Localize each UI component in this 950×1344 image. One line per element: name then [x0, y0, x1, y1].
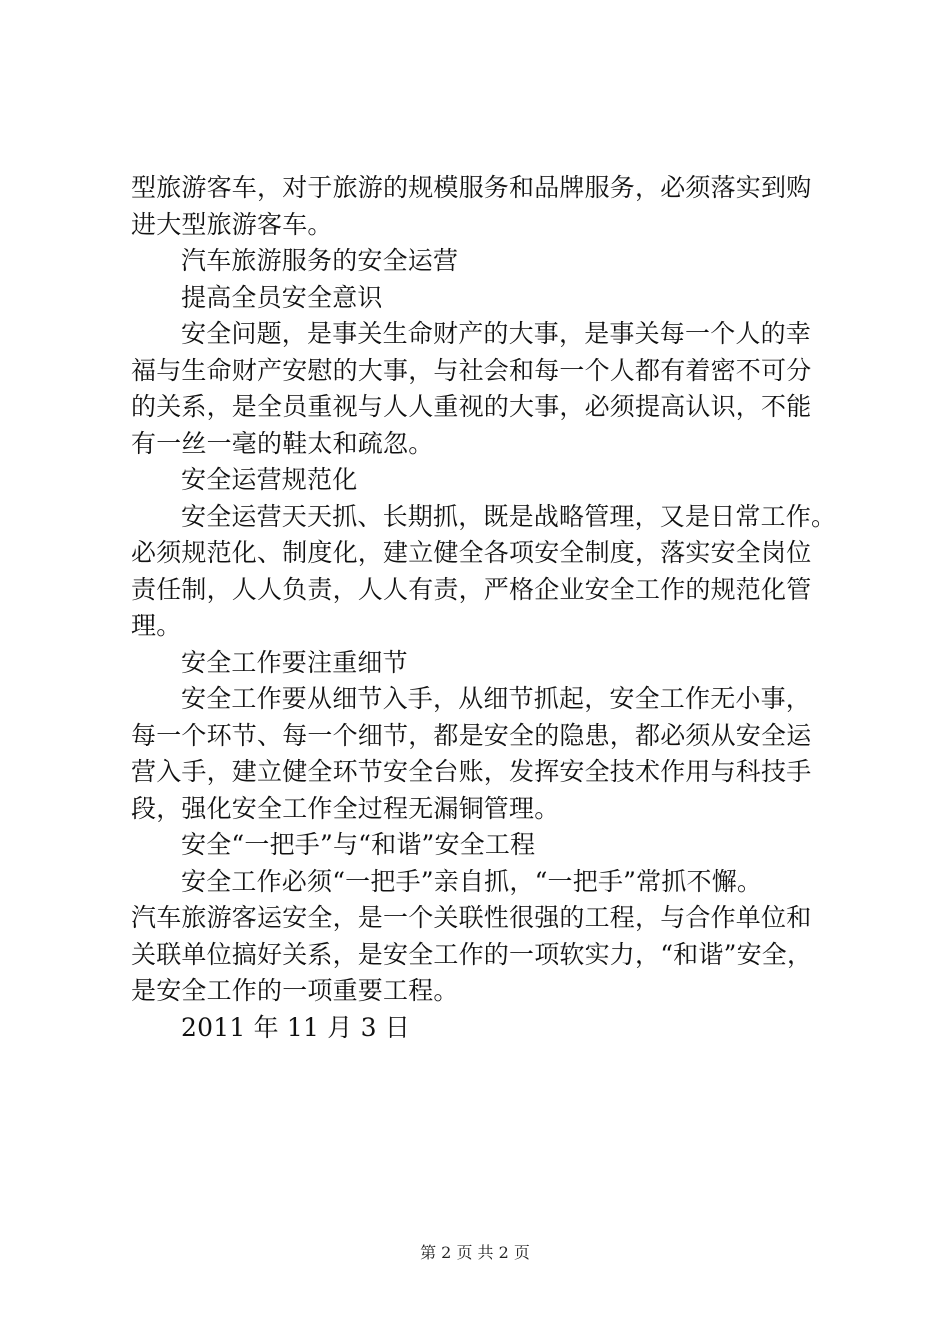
section-heading: 安全“一把手”与“和谐”安全工程 [181, 830, 536, 859]
body-line: 责任制，人人负责，人人有责，严格企业安全工作的规范化管 [131, 574, 812, 604]
page-footer [0, 1240, 950, 1263]
body-line: 关联单位搞好关系，是安全工作的一项软实力，“和谐”安全， [131, 939, 813, 969]
body-line: 段，强化安全工作全过程无漏铜管理。 [131, 793, 560, 823]
body-line: 安全运营天天抓、长期抓，既是战略管理，又是日常工作。 [181, 501, 837, 531]
body-line: 有一丝一毫的鞋太和疏忽。 [131, 428, 434, 458]
body-line: 进大型旅游客车。 [131, 209, 333, 239]
body-line: 安全工作必须“一把手”亲自抓，“一把手”常抓不懈。 [181, 866, 763, 896]
section-heading: 汽车旅游服务的安全运营 [181, 246, 459, 275]
body-line: 营入手，建立健全环节安全台账，发挥安全技术作用与科技手 [131, 757, 812, 786]
body-line: 汽车旅游客运安全，是一个关联性很强的工程，与合作单位和 [131, 903, 812, 932]
body-line: 的关系，是全员重视与人人重视的大事，必须提高认识，不能 [131, 392, 812, 421]
body-line: 安全问题，是事关生命财产的大事，是事关每一个人的幸 [181, 319, 812, 348]
body-line: 必须规范化、制度化，建立健全各项安全制度，落实安全岗位 [131, 538, 812, 567]
body-line: 每一个环节、每一个细节，都是安全的隐患，都必须从安全运 [131, 720, 812, 750]
document-date: 2011 年 11 月 3 日 [181, 1012, 411, 1042]
body-line: 型旅游客车，对于旅游的规模服务和品牌服务，必须落实到购 [131, 173, 812, 202]
section-heading: 提高全员安全意识 [181, 282, 383, 312]
page-number: 第 2 页 共 2 页 [420, 1243, 530, 1262]
section-heading: 安全工作要注重细节 [181, 647, 408, 677]
body-line: 理。 [131, 611, 182, 640]
document-body [131, 170, 851, 1046]
body-line: 福与生命财产安慰的大事，与社会和每一个人都有着密不可分 [131, 355, 812, 385]
body-line: 是安全工作的一项重要工程。 [131, 976, 459, 1005]
section-heading: 安全运营规范化 [181, 465, 358, 494]
body-line: 安全工作要从细节入手，从细节抓起，安全工作无小事， [181, 684, 812, 713]
